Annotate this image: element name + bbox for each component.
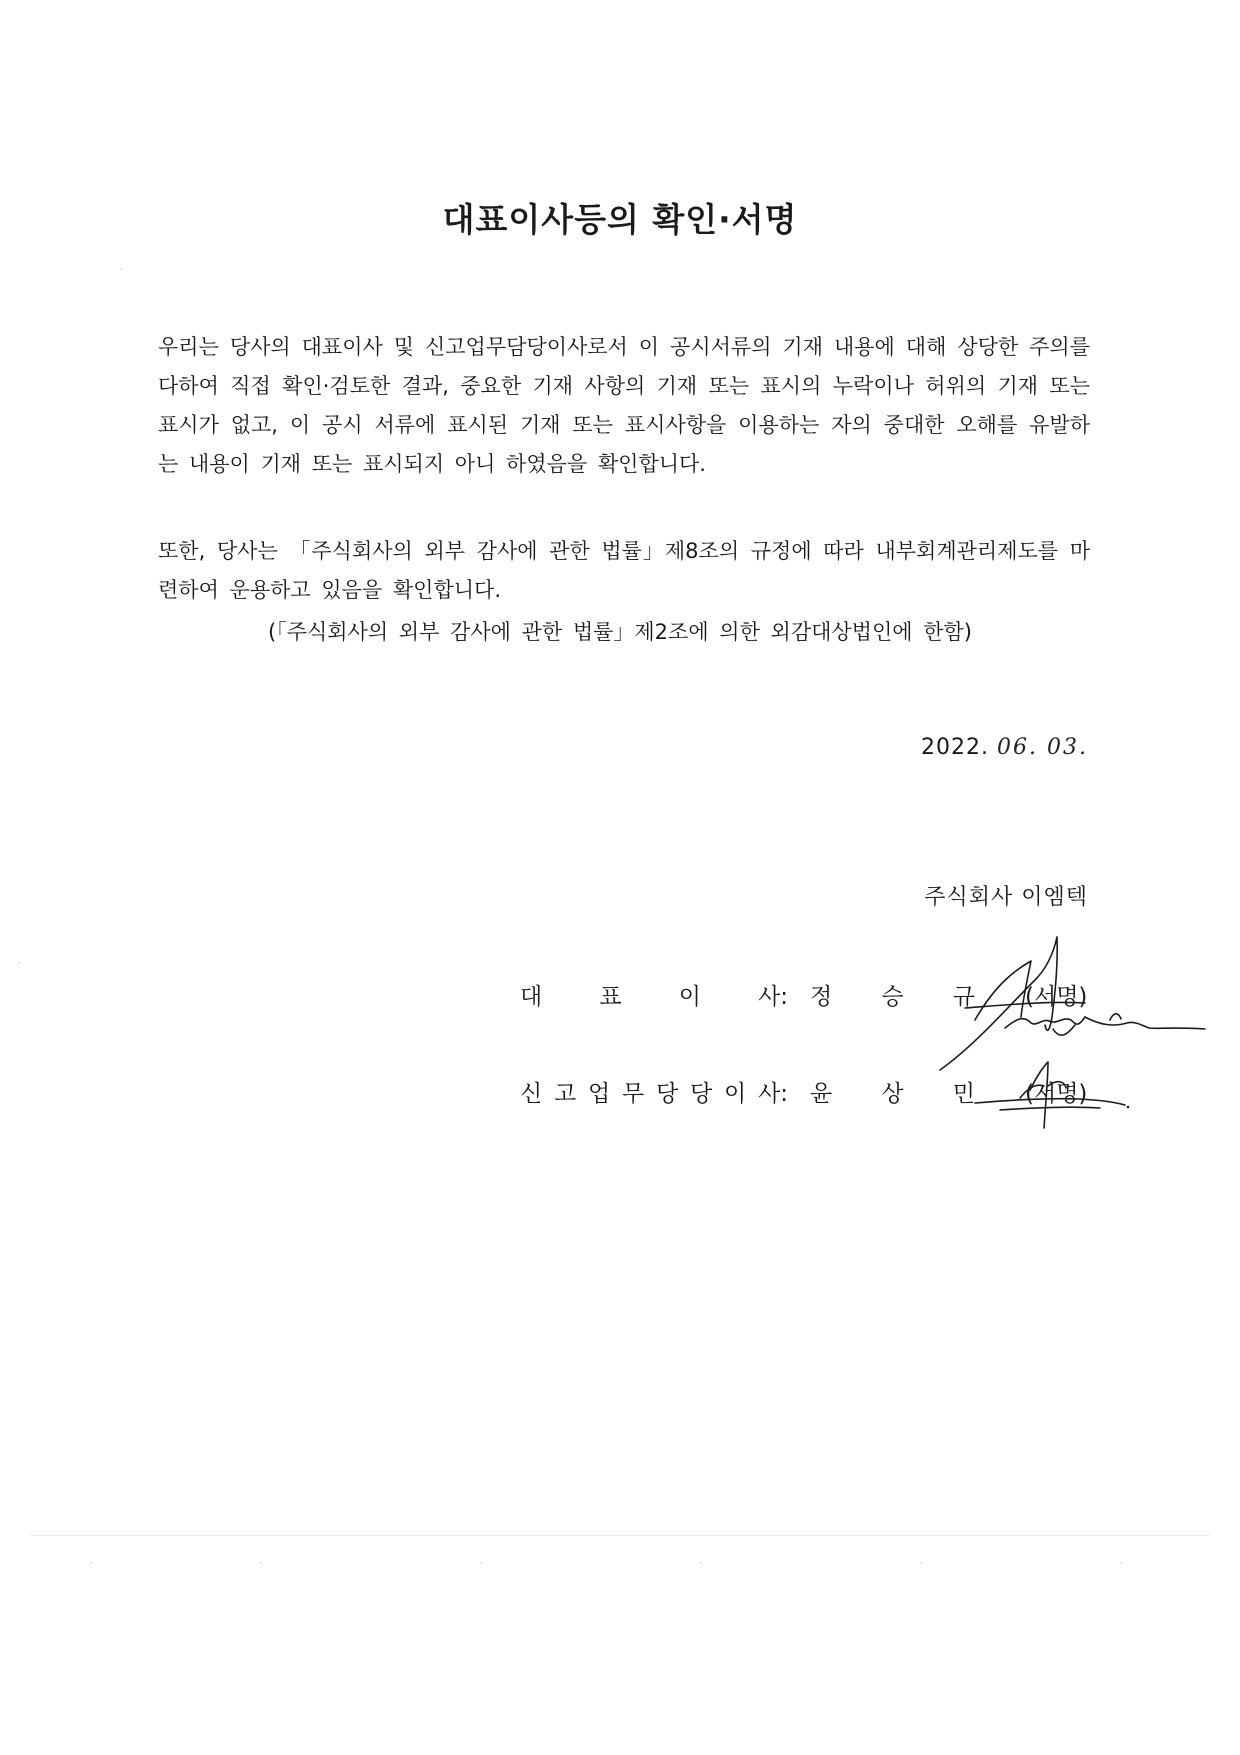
internal-control-paragraph: 또한, 당사는 「주식회사의 외부 감사에 관한 법률」제8조의 규정에 따라 내부회계관리제도를 마련하여 운용하고 있음을 확인합니다. bbox=[158, 539, 1090, 602]
role-char: 이 bbox=[724, 1081, 747, 1107]
scan-speck bbox=[700, 1562, 702, 1564]
signer-role bbox=[520, 978, 788, 1011]
date-printed: 2022. bbox=[921, 735, 990, 760]
signer-row-ceo bbox=[520, 978, 1120, 1018]
name-char: 민 bbox=[952, 1081, 975, 1107]
document-title: 대표이사등의 확인·서명 bbox=[442, 200, 798, 239]
role-char: 업 bbox=[588, 1081, 611, 1107]
name-char: 윤 bbox=[810, 1081, 833, 1107]
signer-name bbox=[810, 1075, 975, 1108]
scan-speck bbox=[480, 1562, 482, 1564]
scan-speck bbox=[920, 1562, 922, 1564]
signer-role bbox=[520, 1075, 788, 1108]
role-char: 사: bbox=[758, 984, 788, 1010]
role-char: 무 bbox=[622, 1081, 645, 1107]
role-char: 대 bbox=[520, 984, 543, 1010]
confirmation-paragraph: 우리는 당사의 대표이사 및 신고업무담당이사로서 이 공시서류의 기재 내용에 대해 상당한 주의를 다하여 직접 확인·검토한 결과, 중요한 기재 사항의 기재 또는 표시의 누락이나 허위의 기재 또는 표시가 없고, 이 공시 서류에 표시된 기재 또는 표시사항을 이용하는 자의 중대한 오해를 유발하는 내용이 기재 또는 표시되지 아니 하였음을 확인합니다. bbox=[158, 335, 1090, 476]
role-char: 이 bbox=[678, 984, 701, 1010]
scope-note: (「주식회사의 외부 감사에 관한 법률」제2조에 의한 외감대상법인에 한함) bbox=[268, 620, 972, 644]
role-char: 당 bbox=[690, 1081, 713, 1107]
name-char: 정 bbox=[810, 984, 833, 1010]
signer-row-disclosure-officer bbox=[520, 1075, 1120, 1115]
scan-speck bbox=[260, 1562, 262, 1564]
name-char: 상 bbox=[881, 1081, 904, 1107]
date-handwritten: 06. 03. bbox=[997, 735, 1088, 760]
scan-speck bbox=[120, 268, 122, 270]
role-char: 당 bbox=[656, 1081, 679, 1107]
role-char: 고 bbox=[554, 1081, 577, 1107]
name-char: 승 bbox=[881, 984, 904, 1010]
role-char: 신 bbox=[520, 1081, 543, 1107]
scan-speck bbox=[90, 1562, 92, 1564]
document-date bbox=[921, 735, 1088, 760]
scan-speck bbox=[1120, 1562, 1122, 1564]
name-char: 규 bbox=[952, 984, 975, 1010]
sign-mark: (서명) bbox=[1025, 984, 1088, 1010]
scan-footer-line bbox=[30, 1535, 1210, 1536]
company-name: 주식회사 이엠텍 bbox=[924, 885, 1088, 910]
scan-speck bbox=[18, 962, 20, 964]
sign-mark: (서명) bbox=[1025, 1081, 1088, 1107]
signer-name bbox=[810, 978, 975, 1011]
role-char: 사: bbox=[758, 1081, 788, 1107]
role-char: 표 bbox=[599, 984, 622, 1010]
